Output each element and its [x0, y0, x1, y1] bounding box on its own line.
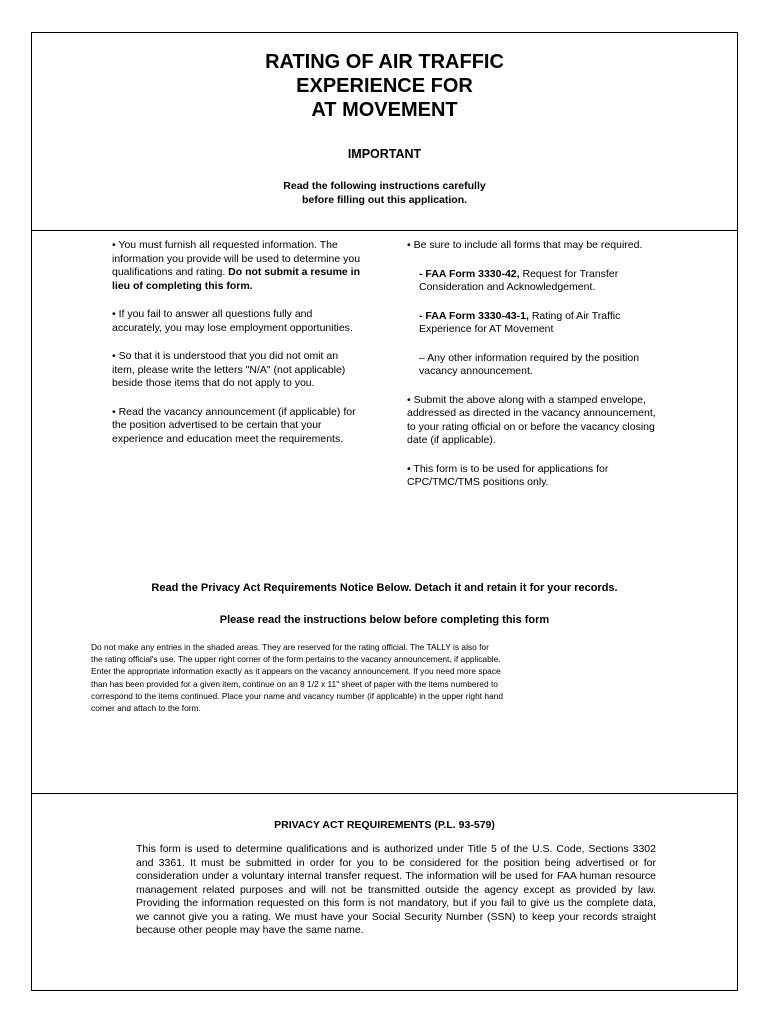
- privacy-act-body: This form is used to determine qualifications and is authorized under Title 5 of the U.S. Code, Sections 3302 and 3361. It must be submitted in order for you to be considered for the position being advertised or for consideration under a voluntary internal transfer request. The information will be used for FAA human resource management related purposes and will not be transmitted outside the agency except as provided by law. Providing the information requested on this form is not mandatory, but if you fail to give us the complete data, we cannot give you a rating. We must have your Social Security Number (SSN) to keep your records straight because other people may have the same name.: [136, 843, 656, 936]
- form-number: - FAA Form 3330-42,: [419, 267, 520, 280]
- form-title: [32, 50, 737, 122]
- instruction-item: [112, 239, 362, 293]
- instruction-item: • Submit the above along with a stamped envelope, addressed as directed in the vacancy announcement, to your rating official on or before the vacancy closing date (if applicable).: [407, 393, 656, 446]
- instruction-line: corner and attach to the form.: [91, 703, 201, 714]
- privacy-notice-heading: Read the Privacy Act Requirements Notice Below. Detach it and retain it for your records.: [151, 582, 618, 594]
- title-line: RATING OF AIR TRAFFIC: [265, 51, 504, 73]
- required-form-item: [419, 268, 663, 295]
- form-description: Rating of Air Traffic Experience for AT Movement: [419, 309, 621, 335]
- instruction-item: • So that it is understood that you did not omit an item, please write the letters "N/A" (not applicable) beside those items that do not apply to you.: [112, 350, 346, 389]
- note-line: Read the following instructions carefully: [283, 180, 486, 192]
- instruction-line: than has been provided for a given item, continue on an 8 1/2 x 11" sheet of paper with the items numbered to: [91, 678, 498, 689]
- instruction-line: the rating official's use. The upper right corner of the form pertains to the vacancy announcement, if applicable.: [91, 654, 501, 665]
- note-line: before filling out this application.: [301, 194, 468, 206]
- form-page: [31, 32, 738, 991]
- instruction-item: • If you fail to answer all questions fully and accurately, you may lose employment opportunities.: [112, 308, 353, 334]
- completion-instructions: [91, 641, 685, 714]
- detach-divider: [32, 793, 737, 794]
- instruction-line: Do not make any entries in the shaded areas. They are reserved for the rating official. The TALLY is also for: [91, 642, 489, 652]
- instruction-item: • This form is to be used for applications for CPC/TMC/TMS positions only.: [407, 462, 609, 488]
- no-resume-warning: Do not submit a resume in lieu of completing this form.: [112, 266, 361, 292]
- important-heading: IMPORTANT: [347, 147, 422, 161]
- instructions-right-column: [407, 239, 663, 505]
- read-instructions-note: [32, 179, 737, 207]
- title-line: AT MOVEMENT: [311, 99, 458, 121]
- form-description: Request for Transfer Consideration and Acknowledgement.: [419, 267, 619, 293]
- instruction-line: Enter the appropriate information exactly as it appears on the vacancy announcement. If you need more space: [91, 666, 501, 677]
- instruction-text: • You must furnish all requested information. The information you provide will be used to determine you qualifications and rating.: [112, 239, 361, 278]
- instruction-line: correspond to the items continued. Place your name and vacancy number (if applicable) in the upper right hand: [91, 690, 504, 701]
- privacy-act-heading: PRIVACY ACT REQUIREMENTS (P.L. 93-579): [274, 819, 495, 831]
- instruction-item: • Be sure to include all forms that may be required.: [407, 239, 643, 251]
- required-form-item: – Any other information required by the position vacancy announcement.: [419, 351, 640, 377]
- title-line: EXPERIENCE FOR: [296, 75, 473, 97]
- required-form-item: [419, 310, 663, 337]
- form-number: - FAA Form 3330-43-1,: [419, 309, 529, 322]
- instruction-item: • Read the vacancy announcement (if applicable) for the position advertised to be certain that your experience and education meet the requirements.: [112, 405, 356, 445]
- please-read-heading: Please read the instructions below before completing this form: [219, 614, 550, 626]
- instructions-left-column: [112, 239, 362, 461]
- form-header: [32, 33, 737, 231]
